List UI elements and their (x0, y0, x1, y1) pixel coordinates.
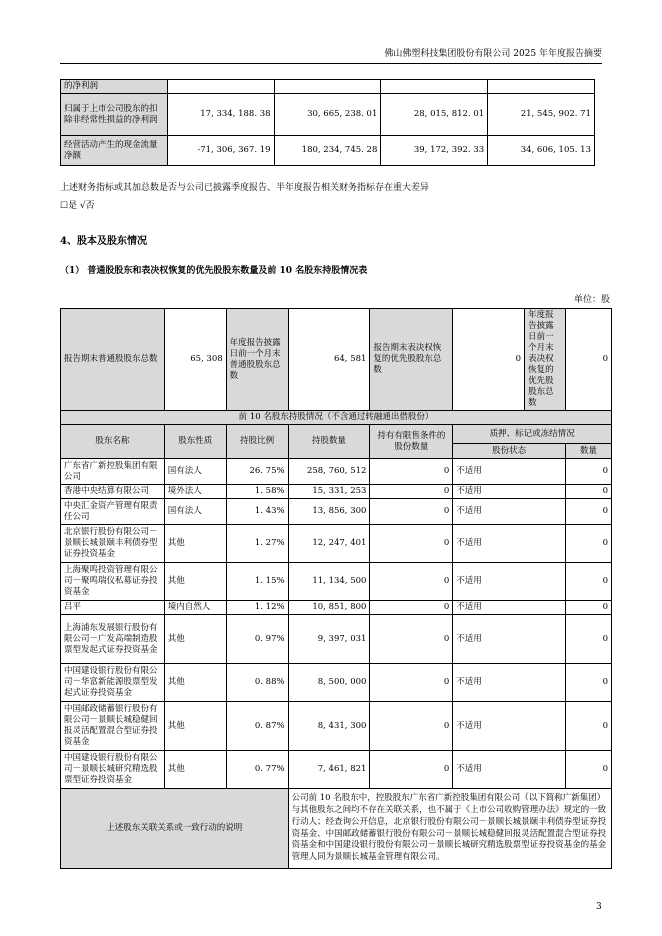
page-number: 3 (596, 902, 602, 912)
shareholder-status: 不适用 (453, 563, 566, 601)
summary-value-4: 0 (566, 309, 612, 411)
disclosure-note: 上述财务指标或其加总数是否与公司已披露季度报告、半年度报告相关财务指标存在重大差异 (60, 183, 430, 193)
shareholder-shares: 7, 461, 821 (288, 751, 370, 789)
col-restricted-header: 持有有限售条件的股份数量 (370, 425, 453, 459)
header-row (61, 425, 612, 444)
page-header: 佛山佛塑科技集团股份有限公司 2025 年年度报告摘要 (60, 46, 602, 64)
shareholder-status: 不适用 (453, 751, 566, 789)
table-row (61, 751, 612, 789)
col-pledge-header: 质押、标记或冻结情况 (453, 425, 612, 444)
table-row (61, 664, 612, 702)
shareholder-nature: 其他 (164, 615, 226, 664)
shareholder-ratio: 1. 12% (226, 601, 288, 615)
unit-label: 单位：股 (573, 295, 610, 305)
table-row (61, 615, 612, 664)
shareholder-restricted: 0 (370, 485, 453, 499)
shareholder-qty: 0 (566, 563, 612, 601)
fin-cell: 21, 545, 902. 71 (488, 94, 595, 136)
shareholder-shares: 8, 431, 300 (288, 702, 370, 751)
shareholder-status: 不适用 (453, 485, 566, 499)
table-row (61, 459, 612, 485)
fin-cell (274, 80, 381, 94)
fin-row-label: 的净利润 (61, 80, 168, 94)
shareholder-qty: 0 (566, 702, 612, 751)
fin-row (61, 94, 595, 136)
fin-cell: 17, 334, 188. 38 (167, 94, 274, 136)
shareholder-qty: 0 (566, 485, 612, 499)
table-row (61, 525, 612, 563)
shareholder-shares: 8, 500, 000 (288, 664, 370, 702)
fin-cell: 34, 606, 105. 13 (488, 136, 595, 166)
relation-row (61, 789, 612, 869)
financial-indicators-table (60, 79, 595, 166)
shareholder-nature: 国有法人 (164, 459, 226, 485)
shareholder-restricted: 0 (370, 499, 453, 525)
shareholder-shares: 12, 247, 401 (288, 525, 370, 563)
shareholder-qty: 0 (566, 525, 612, 563)
fin-row (61, 136, 595, 166)
shareholder-shares: 9, 397, 031 (288, 615, 370, 664)
shareholder-qty: 0 (566, 499, 612, 525)
shareholder-shares: 15, 331, 253 (288, 485, 370, 499)
fin-cell: 30, 665, 238. 01 (274, 94, 381, 136)
shareholder-restricted: 0 (370, 601, 453, 615)
shareholder-restricted: 0 (370, 459, 453, 485)
shareholder-name: 中国建设银行股份有限公司－景顺长城研究精选股票型证券投资基金 (61, 751, 165, 789)
shareholder-restricted: 0 (370, 615, 453, 664)
shareholder-nature: 境内自然人 (164, 601, 226, 615)
shareholder-ratio: 0. 87% (226, 702, 288, 751)
shareholder-restricted: 0 (370, 702, 453, 751)
relation-label: 上述股东关联关系或一致行动的说明 (61, 789, 289, 869)
shareholder-qty: 0 (566, 615, 612, 664)
col-ratio-header: 持股比例 (226, 425, 288, 459)
shareholder-nature: 其他 (164, 563, 226, 601)
checkbox-answer: ☐是 √否 (60, 201, 95, 211)
shareholder-nature: 境外法人 (164, 485, 226, 499)
shareholder-nature: 其他 (164, 702, 226, 751)
fin-cell: 39, 172, 392. 33 (381, 136, 488, 166)
shareholder-qty: 0 (566, 751, 612, 789)
fin-row-label: 归属于上市公司股东的扣除非经常性损益的净利润 (61, 94, 168, 136)
shareholder-restricted: 0 (370, 751, 453, 789)
fin-row-label: 经营活动产生的现金流量净额 (61, 136, 168, 166)
summary-value-2: 64, 581 (288, 309, 370, 411)
top10-title: 前 10 名股东持股情况（不含通过转融通出借股份） (61, 411, 612, 425)
shareholder-shares: 13, 856, 300 (288, 499, 370, 525)
table-row (61, 485, 612, 499)
top10-title-row (61, 411, 612, 425)
shareholder-name: 广东省广新控股集团有限公司 (61, 459, 165, 485)
fin-cell: 28, 015, 812. 01 (381, 94, 488, 136)
shareholder-ratio: 1. 15% (226, 563, 288, 601)
shareholder-name: 中国建设银行股份有限公司－华富新能源股票型发起式证券投资基金 (61, 664, 165, 702)
shareholder-nature: 国有法人 (164, 499, 226, 525)
shareholder-nature: 其他 (164, 664, 226, 702)
shareholder-status: 不适用 (453, 525, 566, 563)
shareholder-name: 北京银行股份有限公司－景顺长城景颐丰利债券型证券投资基金 (61, 525, 165, 563)
col-nature-header: 股东性质 (164, 425, 226, 459)
shareholder-qty: 0 (566, 664, 612, 702)
shareholder-shares: 10, 851, 800 (288, 601, 370, 615)
shareholder-ratio: 0. 97% (226, 615, 288, 664)
shareholder-shares: 11, 134, 500 (288, 563, 370, 601)
shareholder-restricted: 0 (370, 664, 453, 702)
shareholder-restricted: 0 (370, 563, 453, 601)
shareholder-status: 不适用 (453, 601, 566, 615)
subsection-title: （1） 普通股股东和表决权恢复的优先股股东数量及前 10 名股东持股情况表 (60, 266, 368, 276)
col-qty-header: 数量 (566, 444, 612, 459)
table-row (61, 499, 612, 525)
shareholder-ratio: 1. 27% (226, 525, 288, 563)
shareholder-qty: 0 (566, 459, 612, 485)
fin-row (61, 80, 595, 94)
shareholder-status: 不适用 (453, 664, 566, 702)
shareholder-name: 中国邮政储蓄银行股份有限公司－景顺长城稳健回报灵活配置混合型证券投资基金 (61, 702, 165, 751)
col-status-header: 股份状态 (453, 444, 566, 459)
summary-label-4: 年度报告披露日前一个月末表决权恢复的优先股股东总数 (525, 309, 566, 411)
fin-cell (488, 80, 595, 94)
shareholder-name: 中央汇金资产管理有限责任公司 (61, 499, 165, 525)
section-title: 4、股本及股东情况 (60, 236, 147, 247)
shareholder-ratio: 1. 58% (226, 485, 288, 499)
summary-label-1: 报告期末普通股股东总数 (61, 309, 165, 411)
shareholder-name: 香港中央结算有限公司 (61, 485, 165, 499)
shareholder-ratio: 1. 43% (226, 499, 288, 525)
col-shares-header: 持股数量 (288, 425, 370, 459)
summary-label-3: 报告期末表决权恢复的优先股股东总数 (370, 309, 453, 411)
summary-row (61, 309, 612, 411)
shareholder-shares: 258, 760, 512 (288, 459, 370, 485)
table-row (61, 702, 612, 751)
fin-cell: -71, 306, 367. 19 (167, 136, 274, 166)
shareholder-ratio: 26. 75% (226, 459, 288, 485)
shareholder-status: 不适用 (453, 702, 566, 751)
table-row (61, 563, 612, 601)
shareholder-ratio: 0. 77% (226, 751, 288, 789)
shareholder-nature: 其他 (164, 751, 226, 789)
shareholder-nature: 其他 (164, 525, 226, 563)
shareholders-table (60, 308, 612, 869)
summary-value-1: 65, 308 (164, 309, 226, 411)
relation-text: 公司前 10 名股东中，控股股东广东省广新控股集团有限公司（以下简称广新集团）与其他股东之间均不存在关联关系，也不属于《上市公司收购管理办法》规定的一致行动人；经查询公开信息，北京银行股份有限公司－景顺长城景颐丰利债券型证券投资基金、中国邮政储蓄银行股份有限公司－景顺长城稳健回报灵活配置混合型证券投资基金和中国建设银行股份有限公司－景顺长城研究精选股票型证券投资基金的基金管理人同为景顺长城基金管理有限公司。 (288, 789, 611, 869)
fin-cell (381, 80, 488, 94)
summary-label-2: 年度报告披露日前一个月末普通股股东总数 (226, 309, 288, 411)
shareholder-name: 上海聚鸣投资管理有限公司－聚鸣瑞仪私募证券投资基金 (61, 563, 165, 601)
shareholder-status: 不适用 (453, 499, 566, 525)
col-name-header: 股东名称 (61, 425, 165, 459)
table-row (61, 601, 612, 615)
shareholder-ratio: 0. 88% (226, 664, 288, 702)
shareholder-restricted: 0 (370, 525, 453, 563)
shareholder-name: 上海浦东发展银行股份有限公司－广发高端制造股票型发起式证券投资基金 (61, 615, 165, 664)
fin-cell (167, 80, 274, 94)
fin-cell: 180, 234, 745. 28 (274, 136, 381, 166)
shareholder-status: 不适用 (453, 615, 566, 664)
summary-value-3: 0 (453, 309, 525, 411)
shareholder-name: 吕平 (61, 601, 165, 615)
shareholder-status: 不适用 (453, 459, 566, 485)
shareholder-qty: 0 (566, 601, 612, 615)
